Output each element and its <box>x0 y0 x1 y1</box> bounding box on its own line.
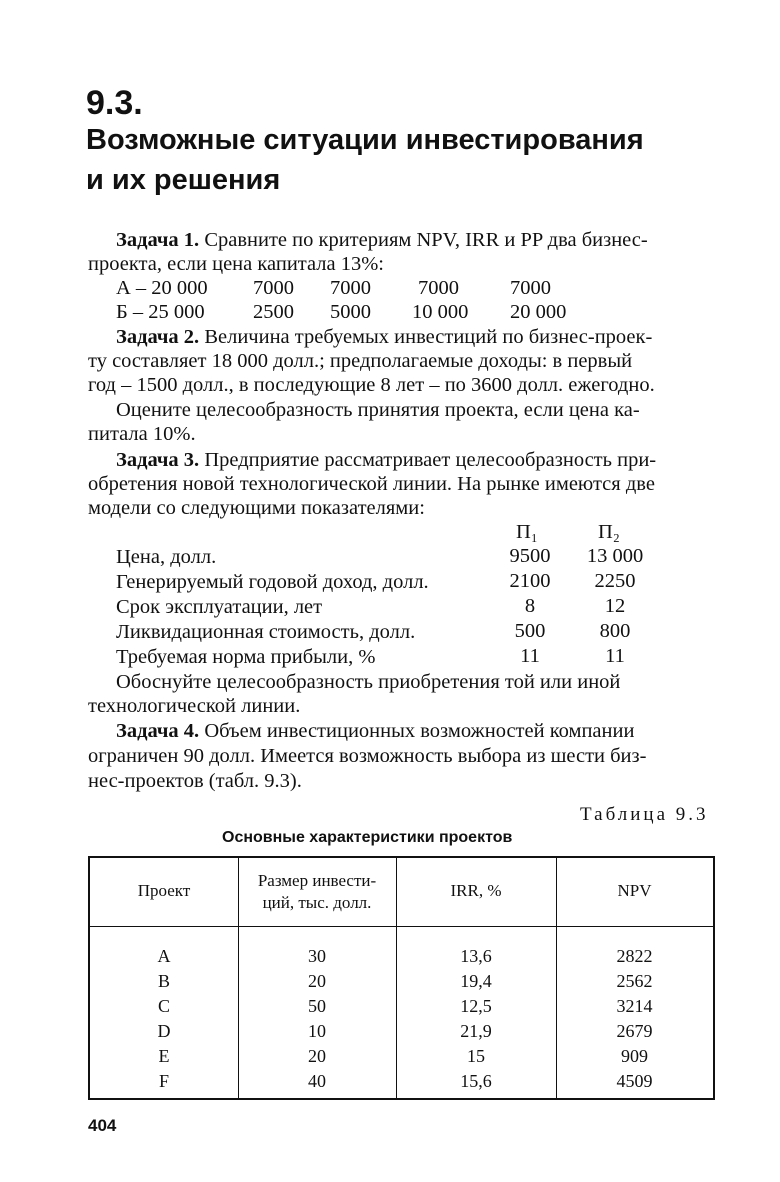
task3-line4: Обоснуйте целесообразность приобретения той или иной <box>116 671 621 693</box>
task1-row-a-cf1: 7000 <box>253 277 294 299</box>
table-cell-project: C <box>157 996 170 1016</box>
task3-col-p1: П₁ <box>516 521 538 543</box>
table-header-npv: NPV <box>617 881 652 900</box>
task3-row-label: Срок эксплуатации, лет <box>116 596 323 618</box>
page-number: 404 <box>88 1116 117 1135</box>
task4-line3: нес-проектов (табл. 9.3). <box>88 770 302 792</box>
task3-row-value-p2: 2250 <box>594 570 636 592</box>
task3-line2: обретения новой технологической линии. На рынке имеются две <box>88 473 655 495</box>
task3-label: Задача 3. <box>116 449 200 471</box>
table-cell-project: E <box>158 1046 170 1066</box>
task1-row-b-cf3: 10 000 <box>412 301 469 323</box>
table-cell-irr: 13,6 <box>460 946 492 966</box>
task3-row-value-p2: 12 <box>604 595 626 617</box>
task4-line1: Задача 4. Объем инвестиционных возможностей компании <box>116 720 635 742</box>
task3-row-value-p1: 2100 <box>509 570 551 592</box>
table-cell-irr: 15,6 <box>460 1071 492 1091</box>
projects-table <box>88 856 715 1100</box>
table-cell-npv: 2562 <box>616 971 653 991</box>
table-cell-size: 40 <box>308 1071 326 1091</box>
task2-line5: питала 10%. <box>88 423 196 445</box>
task1-row-a-cf3: 7000 <box>418 277 459 299</box>
table-cell-npv: 909 <box>621 1046 648 1066</box>
task3-row-value-p1: 500 <box>514 620 546 642</box>
table-header-divider <box>90 926 713 927</box>
task3-col-p2: П₂ <box>598 521 620 543</box>
table-cell-project: D <box>157 1021 171 1041</box>
task3-row-value-p1: 8 <box>524 595 536 617</box>
table-cell-irr: 12,5 <box>460 996 492 1016</box>
task3-row-label: Генерируемый годовой доход, долл. <box>116 571 429 593</box>
table-cell-npv: 2822 <box>616 946 653 966</box>
table-cell-size: 10 <box>308 1021 326 1041</box>
task1-row-b-cf1: 2500 <box>253 301 294 323</box>
table-title: Основные характеристики проектов <box>222 829 513 846</box>
task2-line2: ту составляет 18 000 долл.; предполагаемые доходы: в первый <box>88 350 633 372</box>
task3-row-value-p2: 13 000 <box>586 545 644 567</box>
task2-line1: Задача 2. Величина требуемых инвестиций по бизнес-проек- <box>116 326 653 348</box>
table-cell-irr: 19,4 <box>460 971 492 991</box>
table-header-irr: IRR, % <box>450 881 502 900</box>
task3-line1: Задача 3. Предприятие рассматривает целесообразность при- <box>116 449 657 471</box>
section-number: 9.3. <box>86 84 143 122</box>
task1-row-b-project: Б – 25 000 <box>116 301 205 323</box>
task3-line5: технологической линии. <box>88 695 301 717</box>
task2-line3: год – 1500 долл., в последующие 8 лет – по 3600 долл. ежегодно. <box>88 374 655 396</box>
table-header-size-line2: ций, тыс. долл. <box>262 893 372 912</box>
task3-row-label: Цена, долл. <box>116 546 217 568</box>
table-cell-npv: 3214 <box>616 996 653 1016</box>
task4-line2: ограничен 90 долл. Имеется возможность выбора из шести биз- <box>88 745 647 767</box>
task2-line4: Оцените целесообразность принятия проекта, если цена ка- <box>116 399 640 421</box>
task1-row-a-cf4: 7000 <box>510 277 551 299</box>
task1-row-a-cf2: 7000 <box>330 277 371 299</box>
task3-row-value-p1: 11 <box>520 645 540 667</box>
section-title-line1: Возможные ситуации инвестирования <box>86 124 644 156</box>
table-cell-size: 20 <box>308 971 326 991</box>
task3-line3: модели со следующими показателями: <box>88 497 425 519</box>
table-cell-size: 50 <box>308 996 326 1016</box>
table-cell-project: A <box>157 946 171 966</box>
table-cell-npv: 2679 <box>616 1021 653 1041</box>
table-header-size-line1: Размер инвести- <box>257 871 377 890</box>
table-cell-project: B <box>157 971 170 991</box>
section-title-line2: и их решения <box>86 164 281 196</box>
task1-line2: проекта, если цена капитала 13%: <box>88 253 384 275</box>
task1-label: Задача 1. <box>116 229 200 251</box>
task1-row-a-project: А – 20 000 <box>116 277 208 299</box>
table-cell-npv: 4509 <box>616 1071 653 1091</box>
table-cell-size: 30 <box>308 946 326 966</box>
task2-label: Задача 2. <box>116 326 200 348</box>
table-cell-irr: 15 <box>467 1046 485 1066</box>
task3-row-label: Ликвидационная стоимость, долл. <box>116 621 416 643</box>
task3-row-value-p2: 800 <box>599 620 631 642</box>
task1-line1: Задача 1. Сравните по критериям NPV, IRR и PP два бизнес- <box>116 229 648 251</box>
table-cell-project: F <box>158 1071 169 1091</box>
table-cell-irr: 21,9 <box>460 1021 492 1041</box>
task1-row-b-cf2: 5000 <box>330 301 371 323</box>
task3-row-label: Требуемая норма прибыли, % <box>116 646 376 668</box>
table-cell-size: 20 <box>308 1046 326 1066</box>
task3-row-value-p2: 11 <box>605 645 625 667</box>
task4-label: Задача 4. <box>116 720 200 742</box>
table-header-project: Проект <box>137 881 191 900</box>
task3-row-value-p1: 9500 <box>509 545 551 567</box>
table-caption: Таблица 9.3 <box>580 804 709 825</box>
task1-row-b-cf4: 20 000 <box>510 301 567 323</box>
